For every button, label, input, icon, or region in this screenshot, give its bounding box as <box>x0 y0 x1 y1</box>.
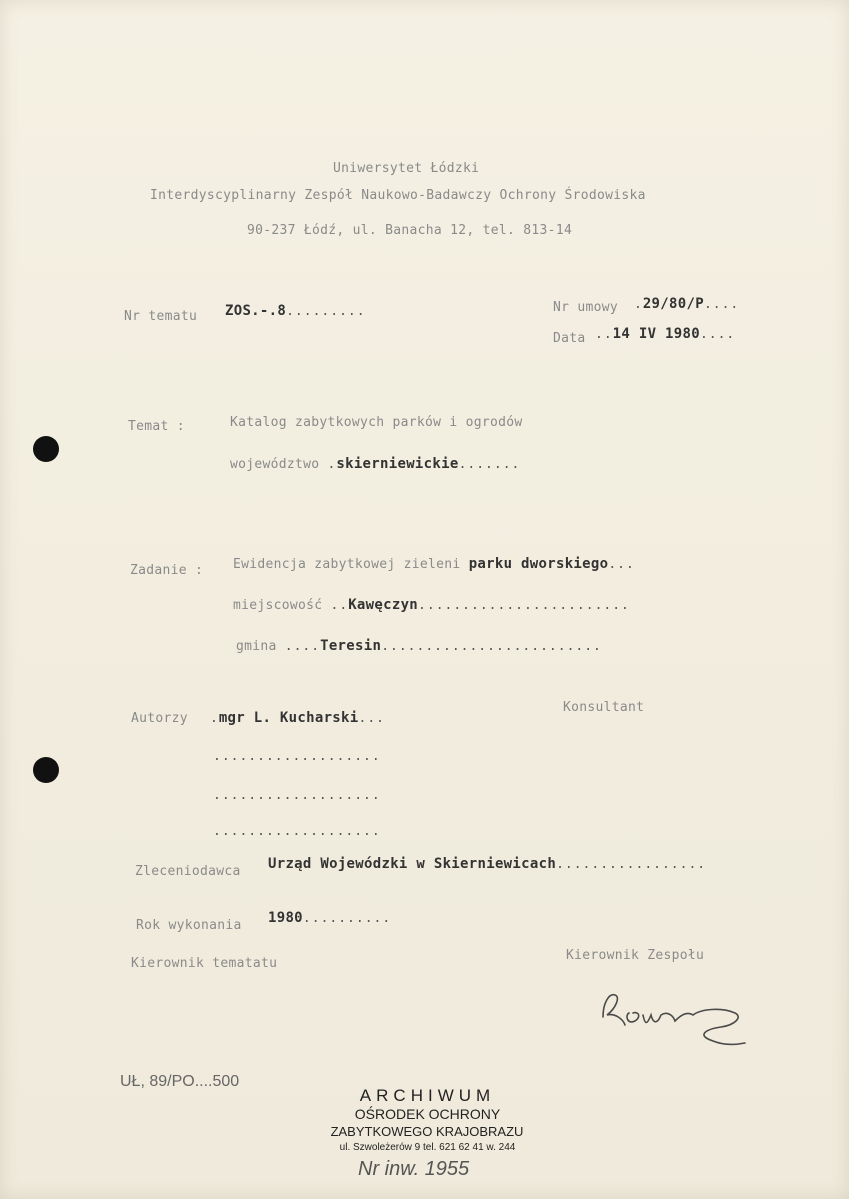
authors-value: mgr L. Kucharski <box>218 710 359 726</box>
contract-no-label: Nr umowy <box>553 300 619 315</box>
place-value: Kawęczyn <box>348 597 419 613</box>
task-line1-value: parku dworskiego <box>468 556 609 572</box>
topic-head-label: Kierownik tematatu <box>131 956 278 971</box>
year-label: Rok wykonania <box>136 918 242 933</box>
team-address: 90-237 Łódź, ul. Banacha 12, tel. 813-14 <box>247 223 573 238</box>
client-value: Urząd Wojewódzki w Skierniewicach <box>268 856 557 872</box>
topic-no-label: Nr tematu <box>124 309 198 324</box>
authors-label: Autorzy <box>131 711 188 726</box>
topic-no-row: ZOS.-.8......... <box>225 303 366 319</box>
place-label: miejscowość <box>233 598 323 613</box>
authors-blank-line: ................... <box>213 749 381 764</box>
task-row1: Ewidencja zabytkowej zieleni parku dworskiego... <box>233 556 635 572</box>
task-label: Zadanie : <box>130 563 204 578</box>
university-name: Uniwersytet Łódzki <box>333 161 480 176</box>
voivodeship-value: skierniewickie <box>336 456 459 472</box>
contract-no-value: 29/80/P <box>642 296 704 312</box>
topic-label: Temat : <box>128 419 185 434</box>
authors-blank-line: ................... <box>213 788 381 803</box>
stamp-line4: ul. Szwoleżerów 9 tel. 621 62 41 w. 244 <box>339 1142 516 1153</box>
voivodeship-label: województwo <box>230 457 320 472</box>
stamp-title: ARCHIWUM <box>359 1086 496 1105</box>
topic-line1: Katalog zabytkowych parków i ogrodów <box>230 415 523 430</box>
contract-no-row: .29/80/P.... <box>634 296 740 312</box>
punch-hole <box>33 757 59 783</box>
team-name: Interdyscyplinarny Zespół Naukowo-Badawczy Ochrony Środowiska <box>150 188 646 203</box>
team-head-label: Kierownik Zespołu <box>566 948 705 963</box>
authors-blank-line: ................... <box>213 824 381 839</box>
signature <box>595 985 755 1055</box>
commune-label: gmina <box>236 639 277 654</box>
stamp-line3: ZABYTKOWEGO KRAJOBRAZU <box>330 1124 524 1139</box>
inventory-number: Nr inw. 1955 <box>358 1158 470 1180</box>
date-row: ..14 IV 1980.... <box>595 326 736 342</box>
year-value: 1980 <box>268 910 303 926</box>
client-row: Urząd Wojewódzki w Skierniewicach................. <box>268 856 707 872</box>
authors-row: .mgr L. Kucharski... <box>210 710 385 726</box>
print-code: UŁ, 89/PO....500 <box>120 1073 240 1090</box>
commune-row: gmina ....Teresin......................... <box>236 638 602 654</box>
stamp-line2: OŚRODEK OCHRONY <box>354 1106 501 1122</box>
year-row: 1980.......... <box>268 910 392 926</box>
date-label: Data <box>553 331 586 346</box>
voivodeship-row: województwo .skierniewickie....... <box>230 456 521 472</box>
consultant-label: Konsultant <box>563 700 645 715</box>
commune-value: Teresin <box>320 638 382 654</box>
punch-hole <box>33 436 59 462</box>
topic-no-value: ZOS.-.8 <box>225 303 287 319</box>
date-value: 14 IV 1980 <box>612 326 700 342</box>
client-label: Zleceniodawca <box>135 864 241 879</box>
task-line1: Ewidencja zabytkowej zieleni <box>233 557 461 572</box>
place-row: miejscowość ..Kawęczyn........................ <box>233 597 630 613</box>
